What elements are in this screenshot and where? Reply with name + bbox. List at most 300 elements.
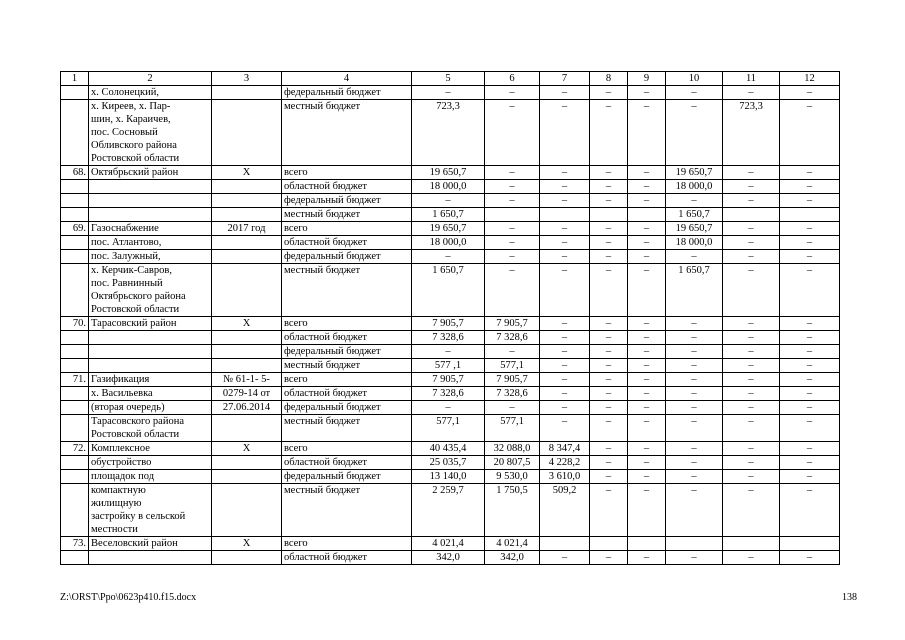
- table-cell: местный бюджет: [282, 484, 412, 537]
- table-cell: 68.: [61, 166, 89, 180]
- table-cell: местный бюджет: [282, 264, 412, 317]
- table-cell: –: [628, 415, 666, 442]
- table-cell: –: [723, 166, 780, 180]
- table-cell: [61, 387, 89, 401]
- table-cell: [212, 236, 282, 250]
- table-cell: [212, 100, 282, 166]
- table-cell: [723, 208, 780, 222]
- table-cell: –: [485, 100, 540, 166]
- table-cell: 7 328,6: [412, 331, 485, 345]
- table-cell: 7 905,7: [412, 317, 485, 331]
- table-cell: –: [628, 194, 666, 208]
- table-cell: –: [628, 442, 666, 456]
- table-cell: [212, 208, 282, 222]
- table-cell: 73.: [61, 537, 89, 551]
- table-row: [61, 442, 840, 456]
- table-cell: –: [540, 317, 590, 331]
- table-cell: –: [666, 484, 723, 537]
- table-cell: всего: [282, 222, 412, 236]
- table-cell: 71.: [61, 373, 89, 387]
- table-cell: –: [628, 264, 666, 317]
- table-cell: х. Керчик-Савров, пос. Равнинный Октябрьского района Ростовской области: [89, 264, 212, 317]
- table-cell: –: [590, 387, 628, 401]
- table-cell: всего: [282, 317, 412, 331]
- table-cell: 70.: [61, 317, 89, 331]
- table-cell: [61, 456, 89, 470]
- table-cell: 342,0: [412, 551, 485, 565]
- table-cell: 72.: [61, 442, 89, 456]
- table-cell: [212, 264, 282, 317]
- table-cell: 4 228,2: [540, 456, 590, 470]
- table-cell: –: [666, 456, 723, 470]
- table-cell: –: [590, 86, 628, 100]
- table-cell: –: [666, 470, 723, 484]
- table-cell: 19 650,7: [666, 166, 723, 180]
- table-cell: 9 530,0: [485, 470, 540, 484]
- table-cell: 1 750,5: [485, 484, 540, 537]
- table-cell: –: [485, 86, 540, 100]
- header-cell: 7: [540, 72, 590, 86]
- table-cell: –: [540, 180, 590, 194]
- table-cell: –: [590, 317, 628, 331]
- table-cell: –: [485, 236, 540, 250]
- table-cell: –: [780, 373, 840, 387]
- table-cell: –: [540, 100, 590, 166]
- table-cell: –: [780, 100, 840, 166]
- table-cell: Х: [212, 442, 282, 456]
- table-cell: [212, 345, 282, 359]
- table-cell: –: [723, 331, 780, 345]
- table-cell: –: [590, 331, 628, 345]
- table-cell: –: [485, 345, 540, 359]
- table-cell: 25 035,7: [412, 456, 485, 470]
- header-cell: 12: [780, 72, 840, 86]
- table-cell: областной бюджет: [282, 331, 412, 345]
- table-cell: [780, 537, 840, 551]
- table-cell: –: [590, 359, 628, 373]
- table-row: [61, 415, 840, 442]
- table-cell: –: [628, 470, 666, 484]
- table-cell: –: [723, 264, 780, 317]
- table-cell: –: [666, 100, 723, 166]
- table-cell: –: [590, 551, 628, 565]
- table-cell: [212, 470, 282, 484]
- table-cell: –: [780, 331, 840, 345]
- table-cell: –: [628, 456, 666, 470]
- table-cell: [61, 551, 89, 565]
- table-cell: [212, 86, 282, 100]
- table-row: [61, 236, 840, 250]
- table-cell: –: [666, 442, 723, 456]
- table-cell: –: [590, 236, 628, 250]
- table-cell: –: [780, 484, 840, 537]
- table-cell: 723,3: [723, 100, 780, 166]
- table-cell: –: [780, 359, 840, 373]
- table-cell: площадок под: [89, 470, 212, 484]
- table-cell: федеральный бюджет: [282, 194, 412, 208]
- table-cell: (вторая очередь): [89, 401, 212, 415]
- table-row: [61, 264, 840, 317]
- table-cell: [61, 86, 89, 100]
- table-cell: –: [723, 442, 780, 456]
- table-cell: 7 905,7: [412, 373, 485, 387]
- table-cell: –: [723, 470, 780, 484]
- table-cell: –: [723, 194, 780, 208]
- table-cell: [89, 180, 212, 194]
- table-row: [61, 222, 840, 236]
- table-cell: 577,1: [485, 359, 540, 373]
- table-cell: [212, 359, 282, 373]
- table-cell: –: [590, 484, 628, 537]
- table-cell: местный бюджет: [282, 100, 412, 166]
- table-cell: –: [780, 86, 840, 100]
- table-cell: –: [628, 484, 666, 537]
- table-cell: 577 ,1: [412, 359, 485, 373]
- table-cell: всего: [282, 166, 412, 180]
- table-cell: Газификация: [89, 373, 212, 387]
- table-cell: –: [723, 484, 780, 537]
- table-cell: –: [723, 456, 780, 470]
- table-cell: –: [590, 415, 628, 442]
- table-cell: [590, 208, 628, 222]
- table-row: [61, 359, 840, 373]
- table-cell: х. Васильевка: [89, 387, 212, 401]
- table-cell: федеральный бюджет: [282, 470, 412, 484]
- table-cell: –: [485, 222, 540, 236]
- table-cell: –: [628, 317, 666, 331]
- table-cell: –: [412, 401, 485, 415]
- header-cell: 9: [628, 72, 666, 86]
- table-cell: № 61-1- 5-: [212, 373, 282, 387]
- table-cell: –: [590, 180, 628, 194]
- table-cell: –: [780, 264, 840, 317]
- table-cell: 19 650,7: [666, 222, 723, 236]
- table-cell: 342,0: [485, 551, 540, 565]
- table-cell: –: [628, 401, 666, 415]
- table-cell: 577,1: [485, 415, 540, 442]
- table-cell: –: [590, 264, 628, 317]
- table-row: [61, 456, 840, 470]
- table-cell: всего: [282, 442, 412, 456]
- table-cell: –: [666, 317, 723, 331]
- table-cell: –: [540, 373, 590, 387]
- table-cell: –: [628, 551, 666, 565]
- table-cell: местный бюджет: [282, 208, 412, 222]
- table-cell: –: [485, 264, 540, 317]
- table-cell: –: [780, 551, 840, 565]
- table-cell: областной бюджет: [282, 551, 412, 565]
- table-cell: 3 610,0: [540, 470, 590, 484]
- header-cell: 11: [723, 72, 780, 86]
- table-cell: [780, 208, 840, 222]
- table-cell: –: [666, 345, 723, 359]
- table-row: [61, 86, 840, 100]
- table-cell: [540, 537, 590, 551]
- table-row: [61, 317, 840, 331]
- table-cell: [666, 537, 723, 551]
- table-row: [61, 470, 840, 484]
- table-row: [61, 331, 840, 345]
- table-cell: –: [590, 250, 628, 264]
- table-cell: –: [540, 86, 590, 100]
- table-cell: –: [666, 387, 723, 401]
- table-cell: –: [780, 456, 840, 470]
- table-cell: 2 259,7: [412, 484, 485, 537]
- table-cell: –: [590, 401, 628, 415]
- table-cell: [61, 401, 89, 415]
- table-cell: –: [628, 180, 666, 194]
- table-cell: областной бюджет: [282, 180, 412, 194]
- table-cell: –: [540, 359, 590, 373]
- table-cell: –: [780, 222, 840, 236]
- table-cell: [89, 551, 212, 565]
- table-cell: –: [666, 86, 723, 100]
- table-cell: [61, 345, 89, 359]
- table-cell: –: [590, 456, 628, 470]
- table-cell: –: [485, 180, 540, 194]
- table-cell: –: [540, 551, 590, 565]
- table-cell: областной бюджет: [282, 387, 412, 401]
- table-cell: 18 000,0: [412, 236, 485, 250]
- table-cell: 577,1: [412, 415, 485, 442]
- table-cell: –: [590, 373, 628, 387]
- table-cell: –: [412, 194, 485, 208]
- header-cell: 5: [412, 72, 485, 86]
- table-cell: –: [540, 166, 590, 180]
- table-cell: –: [780, 250, 840, 264]
- table-cell: всего: [282, 373, 412, 387]
- table-row: [61, 484, 840, 537]
- table-cell: [212, 250, 282, 264]
- table-row: [61, 373, 840, 387]
- table-cell: –: [723, 401, 780, 415]
- table-cell: [212, 331, 282, 345]
- table-cell: –: [780, 470, 840, 484]
- table-cell: –: [723, 373, 780, 387]
- table-cell: –: [590, 470, 628, 484]
- header-cell: 4: [282, 72, 412, 86]
- table-cell: пос. Атлантово,: [89, 236, 212, 250]
- table-cell: пос. Залужный,: [89, 250, 212, 264]
- table-cell: всего: [282, 537, 412, 551]
- table-cell: –: [723, 415, 780, 442]
- table-cell: –: [723, 180, 780, 194]
- table-cell: –: [666, 373, 723, 387]
- table-cell: –: [780, 166, 840, 180]
- table-cell: Х: [212, 166, 282, 180]
- table-cell: [61, 359, 89, 373]
- table-row: [61, 166, 840, 180]
- table-cell: –: [590, 442, 628, 456]
- table-cell: х. Киреев, х. Пар- шин, х. Караичев, пос. Сосновый Обливского района Ростовской области: [89, 100, 212, 166]
- table-cell: [212, 194, 282, 208]
- table-cell: областной бюджет: [282, 236, 412, 250]
- header-cell: 10: [666, 72, 723, 86]
- table-cell: 7 905,7: [485, 373, 540, 387]
- table-cell: х. Солонецкий,: [89, 86, 212, 100]
- table-cell: [61, 470, 89, 484]
- table-cell: –: [540, 401, 590, 415]
- table-cell: –: [780, 345, 840, 359]
- table-cell: –: [628, 359, 666, 373]
- table-cell: Тарасовского района Ростовской области: [89, 415, 212, 442]
- table-cell: 7 328,6: [412, 387, 485, 401]
- table-cell: –: [780, 387, 840, 401]
- table-row: [61, 401, 840, 415]
- table-cell: –: [628, 86, 666, 100]
- table-cell: 4 021,4: [485, 537, 540, 551]
- table-cell: местный бюджет: [282, 415, 412, 442]
- table-cell: федеральный бюджет: [282, 86, 412, 100]
- table-row: [61, 208, 840, 222]
- table-cell: –: [666, 331, 723, 345]
- table-row: [61, 100, 840, 166]
- table-cell: [61, 250, 89, 264]
- table-cell: –: [780, 415, 840, 442]
- table-cell: Тарасовский район: [89, 317, 212, 331]
- table-cell: 7 905,7: [485, 317, 540, 331]
- table-cell: –: [628, 373, 666, 387]
- table-row: [61, 551, 840, 565]
- budget-table: [60, 71, 840, 565]
- table-cell: 723,3: [412, 100, 485, 166]
- table-cell: областной бюджет: [282, 456, 412, 470]
- table-cell: –: [540, 264, 590, 317]
- table-cell: 1 650,7: [666, 208, 723, 222]
- table-cell: –: [780, 401, 840, 415]
- table-row: [61, 250, 840, 264]
- table-cell: 32 088,0: [485, 442, 540, 456]
- table-cell: –: [540, 194, 590, 208]
- table-cell: –: [590, 166, 628, 180]
- table-cell: 40 435,4: [412, 442, 485, 456]
- table-cell: [212, 484, 282, 537]
- table-cell: –: [780, 442, 840, 456]
- table-cell: [212, 415, 282, 442]
- table-cell: 20 807,5: [485, 456, 540, 470]
- table-cell: –: [666, 359, 723, 373]
- table-cell: федеральный бюджет: [282, 345, 412, 359]
- table-cell: –: [780, 236, 840, 250]
- table-cell: –: [666, 194, 723, 208]
- table-cell: 18 000,0: [666, 180, 723, 194]
- table-cell: [628, 537, 666, 551]
- table-cell: –: [723, 317, 780, 331]
- table-cell: [212, 551, 282, 565]
- table-cell: 1 650,7: [412, 264, 485, 317]
- table-cell: –: [628, 166, 666, 180]
- table-cell: обустройство: [89, 456, 212, 470]
- table-cell: –: [666, 551, 723, 565]
- table-cell: [89, 331, 212, 345]
- table-row: [61, 537, 840, 551]
- file-path: Z:\ORST\Ppo\0623p410.f15.docx: [60, 592, 197, 603]
- table-cell: 8 347,4: [540, 442, 590, 456]
- table-cell: –: [723, 250, 780, 264]
- table-cell: –: [540, 387, 590, 401]
- table-cell: –: [666, 415, 723, 442]
- table-cell: Комплексное: [89, 442, 212, 456]
- table-cell: 18 000,0: [412, 180, 485, 194]
- header-cell: 1: [61, 72, 89, 86]
- table-cell: –: [780, 194, 840, 208]
- table-cell: –: [540, 415, 590, 442]
- table-cell: [61, 331, 89, 345]
- table-cell: 509,2: [540, 484, 590, 537]
- table-cell: –: [412, 86, 485, 100]
- table-cell: [590, 537, 628, 551]
- table-row: [61, 194, 840, 208]
- table-cell: 19 650,7: [412, 222, 485, 236]
- table-cell: –: [780, 180, 840, 194]
- table-cell: –: [628, 331, 666, 345]
- table-cell: [61, 264, 89, 317]
- table-cell: –: [485, 194, 540, 208]
- table-cell: [628, 208, 666, 222]
- table-cell: –: [723, 551, 780, 565]
- table-cell: –: [666, 401, 723, 415]
- table-cell: –: [628, 387, 666, 401]
- header-cell: 6: [485, 72, 540, 86]
- table-cell: [540, 208, 590, 222]
- table-cell: [61, 208, 89, 222]
- table-cell: –: [590, 194, 628, 208]
- table-cell: 69.: [61, 222, 89, 236]
- table-cell: [61, 484, 89, 537]
- table-cell: –: [485, 166, 540, 180]
- table-cell: –: [590, 222, 628, 236]
- table-cell: [61, 236, 89, 250]
- table-cell: –: [540, 250, 590, 264]
- table-row: [61, 345, 840, 359]
- table-cell: [485, 208, 540, 222]
- table-cell: –: [540, 236, 590, 250]
- table-cell: –: [485, 401, 540, 415]
- table-cell: 0279-14 от: [212, 387, 282, 401]
- table-cell: –: [412, 250, 485, 264]
- table-cell: [212, 456, 282, 470]
- table-cell: [89, 359, 212, 373]
- table-cell: –: [485, 250, 540, 264]
- table-cell: –: [628, 236, 666, 250]
- table-cell: [61, 100, 89, 166]
- table-cell: 18 000,0: [666, 236, 723, 250]
- table-cell: Октябрьский район: [89, 166, 212, 180]
- table-cell: –: [590, 100, 628, 166]
- table-cell: –: [723, 359, 780, 373]
- table-cell: местный бюджет: [282, 359, 412, 373]
- table-cell: –: [540, 331, 590, 345]
- table-cell: 7 328,6: [485, 331, 540, 345]
- table-cell: 7 328,6: [485, 387, 540, 401]
- table-cell: –: [540, 222, 590, 236]
- table-cell: –: [590, 345, 628, 359]
- header-cell: 2: [89, 72, 212, 86]
- table-cell: [61, 180, 89, 194]
- table-cell: [723, 537, 780, 551]
- table-cell: –: [666, 250, 723, 264]
- table-cell: –: [540, 345, 590, 359]
- table-cell: –: [412, 345, 485, 359]
- table-cell: –: [628, 222, 666, 236]
- header-cell: 3: [212, 72, 282, 86]
- header-row: [61, 72, 840, 86]
- table-cell: Веселовский район: [89, 537, 212, 551]
- page-number: 138: [842, 592, 857, 603]
- table-cell: [61, 194, 89, 208]
- table-cell: 1 650,7: [666, 264, 723, 317]
- table-cell: 13 140,0: [412, 470, 485, 484]
